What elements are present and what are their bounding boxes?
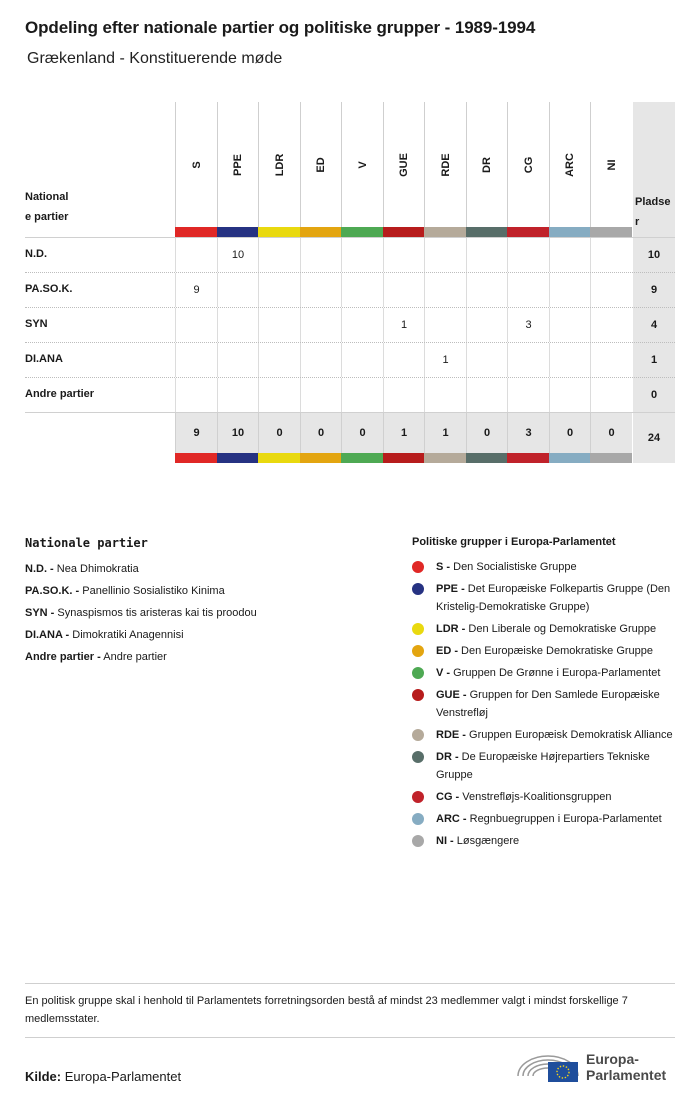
table-cell <box>300 378 342 412</box>
table-cell <box>507 343 549 377</box>
group-legend-item <box>412 558 677 576</box>
table-cell <box>341 238 383 272</box>
group-color-dot-icon <box>412 835 424 847</box>
column-header-label: DR <box>481 157 493 173</box>
table-cell <box>507 378 549 412</box>
group-legend-item <box>412 686 677 722</box>
group-color-bar <box>383 453 425 463</box>
table-cell <box>549 273 591 307</box>
table-cell <box>258 308 300 342</box>
row-total: 4 <box>633 308 675 343</box>
legend-abbr: NI - <box>436 835 454 847</box>
table-cell <box>300 343 342 377</box>
column-total: 0 <box>590 413 632 453</box>
legend-name: Venstrefløjs-Koalitionsgruppen <box>459 791 612 803</box>
table-row <box>25 342 675 377</box>
row-total: 1 <box>633 343 675 378</box>
parliament-hemicycle-icon <box>516 1046 580 1084</box>
column-total: 10 <box>217 413 259 453</box>
row-label: N.D. <box>25 248 47 260</box>
legend-name: De Europæiske Højrepartiers Tekniske Gruppe <box>436 751 650 781</box>
group-color-dot-icon <box>412 791 424 803</box>
table-cell <box>590 238 632 272</box>
groups-legend-heading: Politiske grupper i Europa-Parlamentet <box>412 536 616 548</box>
table-cell <box>341 343 383 377</box>
national-legend-item <box>25 580 385 602</box>
group-color-bar <box>341 453 383 463</box>
group-color-bar <box>217 227 259 237</box>
legend-abbr: RDE - <box>436 729 466 741</box>
national-legend-item <box>25 602 385 624</box>
group-color-bar <box>175 453 217 463</box>
group-color-bar <box>258 227 300 237</box>
group-color-bar <box>466 227 508 237</box>
table-cell <box>590 343 632 377</box>
group-legend-item <box>412 810 677 828</box>
group-color-dot-icon <box>412 689 424 701</box>
group-color-dot-icon <box>412 561 424 573</box>
column-header-label: V <box>356 161 369 169</box>
national-parties-legend <box>25 536 385 668</box>
row-header: National e partier <box>25 191 69 223</box>
column-header-ppe <box>217 102 259 237</box>
column-total: 9 <box>175 413 217 453</box>
table-cell <box>217 343 259 377</box>
table-cell <box>549 343 591 377</box>
table-cell <box>217 378 259 412</box>
group-color-bar <box>549 453 591 463</box>
table-cell <box>424 378 466 412</box>
column-header-gue <box>383 102 425 237</box>
legend-abbr: DI.ANA - <box>25 629 70 641</box>
group-legend-item <box>412 832 677 850</box>
table-cell <box>549 308 591 342</box>
legend-name: Det Europæiske Folkepartis Gruppe (Den Kristelig-Demokratiske Gruppe) <box>436 583 671 613</box>
group-color-bar <box>341 227 383 237</box>
national-legend-heading: Nationale partier <box>25 536 148 550</box>
group-color-dot-icon <box>412 729 424 741</box>
table-cell <box>300 308 342 342</box>
legend-abbr: DR - <box>436 751 459 763</box>
column-header-ni <box>590 102 632 237</box>
legend-abbr: ARC - <box>436 813 467 825</box>
source-label: Kilde: <box>25 1069 62 1084</box>
column-header-label: CG <box>522 156 535 174</box>
row-total: 0 <box>633 378 675 413</box>
table-cell <box>424 238 466 272</box>
table-cell <box>258 343 300 377</box>
column-header-v <box>341 102 383 237</box>
group-color-bar <box>507 227 549 237</box>
group-color-dot-icon <box>412 645 424 657</box>
footnote: En politisk gruppe skal i henhold til Parlamentets forretningsorden bestå af mindst 23 medlemmer valgt i mindst forskellige 7 medlemsstater. <box>25 995 628 1025</box>
political-groups-legend <box>412 536 677 854</box>
group-color-dot-icon <box>412 813 424 825</box>
chart-subtitle: Grækenland - Konstituerende møde <box>27 50 283 67</box>
divider <box>25 1037 675 1038</box>
table-cell <box>258 238 300 272</box>
column-header-label: ARC <box>564 153 576 177</box>
table-cell <box>341 273 383 307</box>
logo-line2: Parlamentet <box>586 1067 667 1083</box>
legend-abbr: N.D. - <box>25 563 54 575</box>
table-cell <box>341 308 383 342</box>
column-header-ed <box>300 102 342 237</box>
divider <box>25 983 675 984</box>
legend-name: Den Liberale og Demokratiske Gruppe <box>465 623 657 635</box>
table-row <box>25 307 675 342</box>
table-cell <box>466 273 508 307</box>
row-label: Andre partier <box>25 388 95 400</box>
legend-name: Nea Dhimokratia <box>53 563 139 575</box>
table-cell <box>383 378 425 412</box>
table-cell <box>300 273 342 307</box>
legend-abbr: S - <box>436 561 451 573</box>
column-header-ldr <box>258 102 300 237</box>
group-legend-item <box>412 748 677 784</box>
table-cell <box>341 378 383 412</box>
table-cell <box>258 378 300 412</box>
group-color-bar <box>258 453 300 463</box>
table-row <box>25 272 675 307</box>
row-total: 10 <box>633 238 675 273</box>
group-color-bar <box>300 453 342 463</box>
row-label: DI.ANA <box>25 353 63 365</box>
total-header-label: Pladse r <box>635 196 671 228</box>
legend-abbr: LDR - <box>436 623 466 635</box>
table-cell: 9 <box>175 273 217 307</box>
legend-name: Dimokratiki Anagennisi <box>69 629 184 641</box>
legend-name: Regnbuegruppen i Europa-Parlamentet <box>466 813 662 825</box>
table-cell <box>175 378 217 412</box>
table-cell: 1 <box>383 308 425 342</box>
row-total: 9 <box>633 273 675 308</box>
column-total: 0 <box>466 413 508 453</box>
group-color-bar <box>424 453 466 463</box>
group-color-bar <box>590 227 632 237</box>
source-line <box>25 1069 181 1084</box>
legend-abbr: CG - <box>436 791 460 803</box>
group-color-bar <box>549 227 591 237</box>
table-cell: 10 <box>217 238 259 272</box>
total-header <box>633 102 675 237</box>
column-total: 3 <box>507 413 549 453</box>
legend-name: Den Socialistiske Gruppe <box>450 561 577 573</box>
legend-name: Panellinio Sosialistiko Kinima <box>79 585 225 597</box>
column-total: 0 <box>300 413 342 453</box>
column-header-label: ED <box>315 157 327 173</box>
table-cell <box>217 308 259 342</box>
table-cell <box>507 238 549 272</box>
legend-name: Andre partier <box>100 651 167 663</box>
column-total: 1 <box>383 413 425 453</box>
group-color-bar <box>383 227 425 237</box>
column-header-arc <box>549 102 591 237</box>
table-cell <box>175 308 217 342</box>
table-cell <box>383 238 425 272</box>
legend-name: Synaspismos tis aristeras kai tis proodou <box>54 607 257 619</box>
legend-name: Gruppen De Grønne i Europa-Parlamentet <box>450 667 661 679</box>
column-header-label: LDR <box>273 153 286 177</box>
table-cell <box>507 273 549 307</box>
group-color-dot-icon <box>412 623 424 635</box>
table-cell: 3 <box>507 308 549 342</box>
row-label: PA.SO.K. <box>25 283 73 295</box>
europarl-logo <box>516 1046 676 1086</box>
table-cell <box>466 308 508 342</box>
column-header-label: NI <box>605 159 618 171</box>
table-cell <box>217 273 259 307</box>
totals-row <box>25 412 675 462</box>
legend-abbr: GUE - <box>436 689 467 701</box>
legend-abbr: ED - <box>436 645 458 657</box>
table-cell <box>590 378 632 412</box>
group-color-bar <box>300 227 342 237</box>
grand-total: 24 <box>633 413 675 463</box>
column-header-label: RDE <box>439 153 452 177</box>
row-label: SYN <box>25 318 48 330</box>
column-header-rde <box>424 102 466 237</box>
table-cell: 1 <box>424 343 466 377</box>
table-cell <box>590 273 632 307</box>
column-header-label: GUE <box>398 153 410 177</box>
column-header-cg <box>507 102 549 237</box>
chart-title: Opdeling efter nationale partier og politiske grupper - 1989-1994 <box>25 18 536 37</box>
table-cell <box>424 308 466 342</box>
group-color-bar <box>424 227 466 237</box>
legend-abbr: SYN - <box>25 607 55 619</box>
table-cell <box>175 343 217 377</box>
group-color-bar <box>466 453 508 463</box>
table-cell <box>383 273 425 307</box>
column-header-label: S <box>190 161 203 169</box>
legend-name: Gruppen for Den Samlede Europæiske Venstrefløj <box>436 689 660 719</box>
group-color-bar <box>507 453 549 463</box>
legend-name: Den Europæiske Demokratiske Gruppe <box>458 645 654 657</box>
table-cell <box>175 238 217 272</box>
table-row <box>25 377 675 412</box>
column-header-label: PPE <box>232 153 244 177</box>
legend-name: Gruppen Europæisk Demokratisk Alliance <box>465 729 673 741</box>
table-cell <box>549 238 591 272</box>
table-cell <box>300 238 342 272</box>
group-color-bar <box>590 453 632 463</box>
table-cell <box>258 273 300 307</box>
group-color-dot-icon <box>412 667 424 679</box>
group-legend-item <box>412 726 677 744</box>
table-cell <box>383 343 425 377</box>
source-value: Europa-Parlamentet <box>64 1069 182 1084</box>
group-color-dot-icon <box>412 751 424 763</box>
column-total: 0 <box>341 413 383 453</box>
table-cell <box>466 378 508 412</box>
table-cell <box>466 343 508 377</box>
legend-abbr: PA.SO.K. - <box>25 585 80 597</box>
legend-abbr: V - <box>436 667 451 679</box>
group-legend-item <box>412 788 677 806</box>
table-cell <box>466 238 508 272</box>
table-row <box>25 237 675 272</box>
national-legend-item <box>25 646 385 668</box>
column-header-s <box>175 102 217 237</box>
logo-line1: Europa- <box>586 1051 639 1067</box>
national-legend-item <box>25 558 385 580</box>
legend-abbr: Andre partier - <box>25 651 101 663</box>
group-legend-item <box>412 580 677 616</box>
group-color-dot-icon <box>412 583 424 595</box>
column-total: 1 <box>424 413 466 453</box>
group-color-bar <box>175 227 217 237</box>
table-cell <box>424 273 466 307</box>
column-total: 0 <box>549 413 591 453</box>
column-header-dr <box>466 102 508 237</box>
table-cell <box>590 308 632 342</box>
column-total: 0 <box>258 413 300 453</box>
national-legend-item <box>25 624 385 646</box>
group-legend-item <box>412 664 677 682</box>
legend-name: Løsgængere <box>453 835 520 847</box>
legend-abbr: PPE - <box>436 583 465 595</box>
group-color-bar <box>217 453 259 463</box>
group-legend-item <box>412 642 677 660</box>
table-cell <box>549 378 591 412</box>
group-legend-item <box>412 620 677 638</box>
